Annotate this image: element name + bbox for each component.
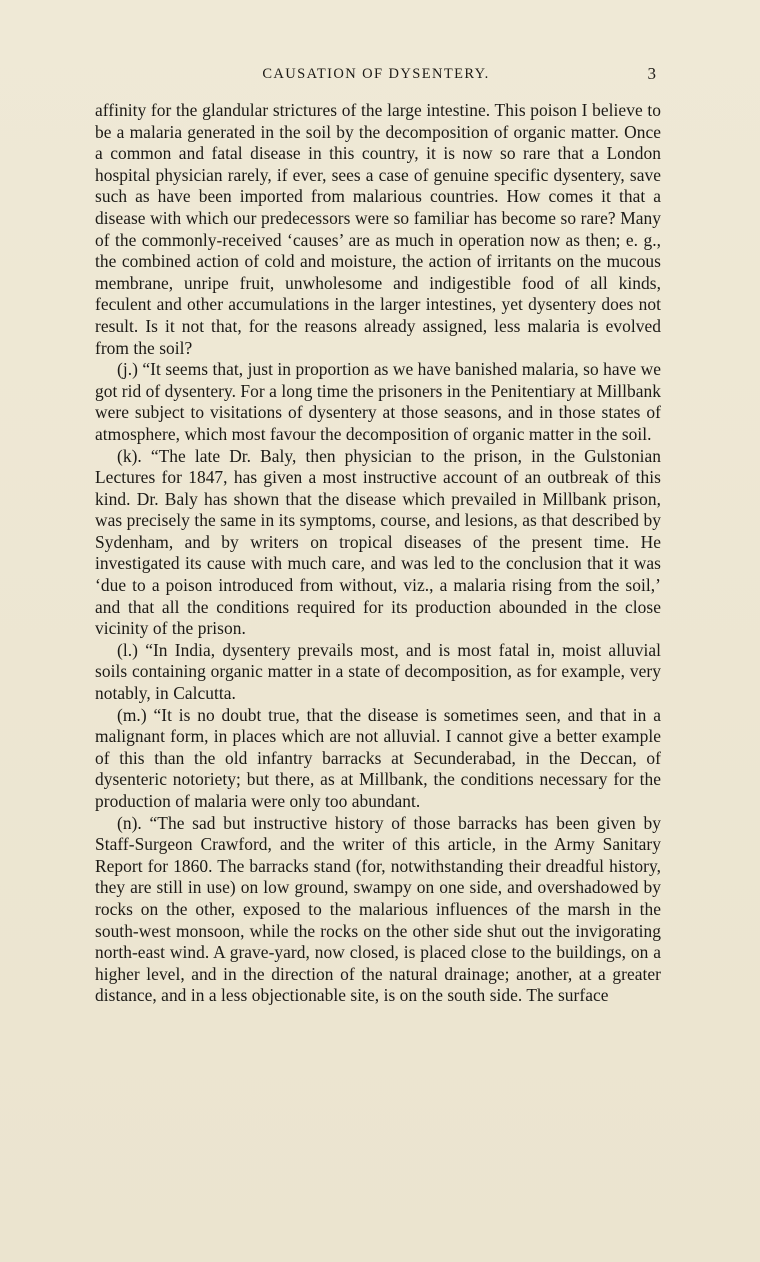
paragraph-continuation: affinity for the glandular strictures of the large intestine. This poison I believe to be a malaria generated in the soil by the decomposition of organic matter. Once a common and fatal disease in this country, it is now so rare that a London hospital physician rarely, if ever, sees a case of genuine specific dysentery, save such as have been imported from malarious countries. How comes it that a disease with which our predecessors were so familiar has become so rare? Many of the commonly-received ‘causes’ are as much in operation now as then; e. g., the combined action of cold and moisture, the action of irritants on the mucous membrane, unripe fruit, unwholesome and indigestible food of all kinds, feculent and other accumulations in the larger intestines, yet dysentery does not result. Is it not that, for the reasons already assigned, less malaria is evolved from the soil? <box>95 100 661 358</box>
paragraph-n: (n). “The sad but instructive history of those barracks has been given by Staff-Surgeon Crawford, and the writer of this article, in the Army Sanitary Report for 1860. The barracks stand (for, notwithstanding their dreadful history, they are still in use) on low ground, swampy on one side, and overshadowed by rocks on the other, exposed to the malarious influences of the marsh in the south-west monsoon, while the rocks on the other side shut out the invigorating north-east wind. A grave-yard, now closed, is placed close to the buildings, on a higher level, and in the direction of the natural drainage; another, at a greater distance, and in a less objectionable site, is on the south side. The surface <box>95 812 661 1006</box>
paragraph-j: (j.) “It seems that, just in proportion as we have banished malaria, so have we got rid of dysentery. For a long time the prisoners in the Penitentiary at Millbank were subject to visitations of dysentery at those seasons, and in those states of atmosphere, which most favour the decomposition of organic matter in the soil. <box>95 359 661 444</box>
page-number: 3 <box>647 64 656 83</box>
paragraph-m: (m.) “It is no doubt true, that the disease is sometimes seen, and that in a malignant form, in places which are not alluvial. I cannot give a better example of this than the old infantry barracks at Secunderabad, in the Deccan, of dysenteric notoriety; but there, as at Millbank, the conditions necessary for the production of malaria were only too abundant. <box>95 704 661 811</box>
paragraph-l: (l.) “In India, dysentery prevails most, and is most fatal in, moist alluvial soils containing organic matter in a state of decomposition, as for example, very notably, in Calcutta. <box>95 639 661 704</box>
running-title: CAUSATION OF DYSENTERY. <box>262 66 490 82</box>
running-head <box>96 64 656 86</box>
paragraph-k: (k). “The late Dr. Baly, then physician to the prison, in the Gulstonian Lectures for 1847, has given a most instructive account of an outbreak of this kind. Dr. Baly has shown that the disease which prevailed in Millbank prison, was precisely the same in its symptoms, course, and lesions, as that described by Sydenham, and by writers on tropical diseases of the present time. He investigated its cause with much care, and was led to the conclusion that it was ‘due to a poison introduced from without, viz., a malaria rising from the soil,’ and that all the conditions required for its production abounded in the close vicinity of the prison. <box>95 445 661 639</box>
body-text <box>95 100 661 1007</box>
